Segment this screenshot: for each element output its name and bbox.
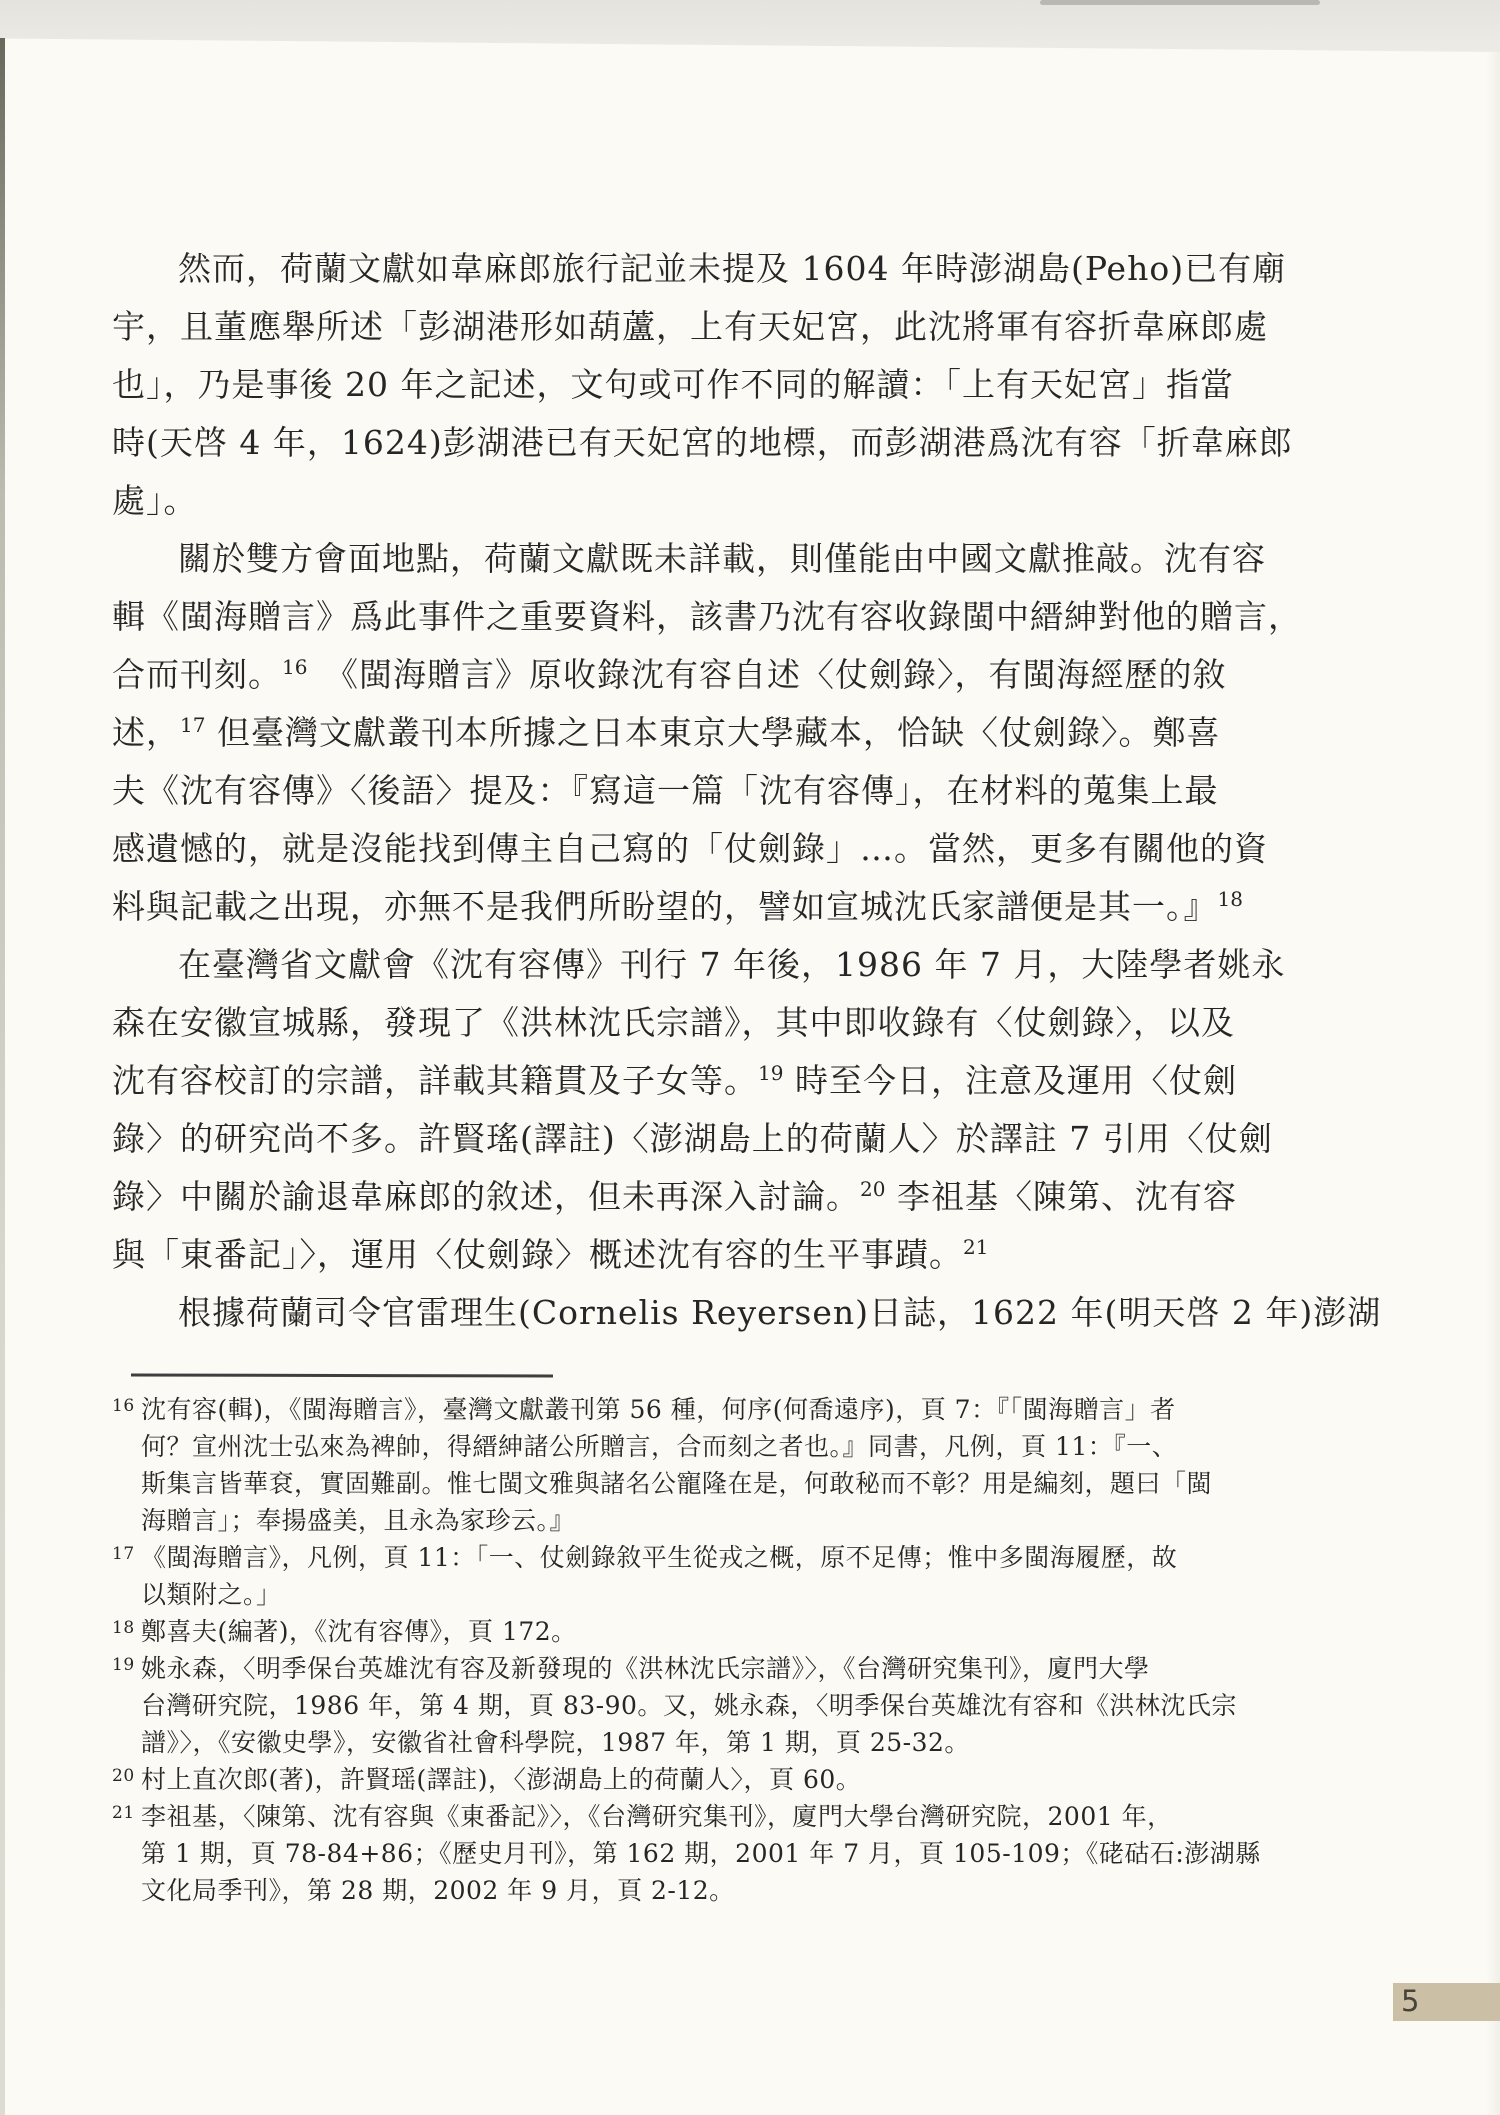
body-line: 時(天啓 4 年，1624)彭湖港已有天妃宮的地標，而彭湖港爲沈有容「折韋麻郎 — [112, 423, 1293, 462]
body-line: 與「東番記」〉，運用〈仗劍錄〉概述沈有容的生平事蹟。$^{21}$ — [112, 1235, 989, 1274]
footnote-line: 文化局季刊》，第 28 期，2002 年 9 月，頁 2-12。 — [141, 1876, 735, 1905]
footnote — [112, 1539, 1261, 1613]
body-line: 也」，乃是事後 20 年之記述，文句或可作不同的解讀：「上有天妃宮」指當 — [112, 365, 1234, 404]
footnote-ref: 18 — [1217, 887, 1243, 911]
footnote-line: 斯集言皆華袞，實固難副。惟七閩文雅與諸名公寵隆在是，何敢秘而不彰？用是編刻，題曰「閩 — [141, 1469, 1213, 1498]
footnote — [112, 1391, 1261, 1539]
footnote-ref: 21 — [963, 1235, 989, 1259]
body-line: 然而，荷蘭文獻如韋麻郎旅行記並未提及 1604 年時澎湖島(Peho)已有廟 — [178, 249, 1287, 288]
footnote-ref: 16 — [282, 655, 308, 679]
body-line: 森在安徽宣城縣，發現了《洪林沈氏宗譜》，其中即收錄有〈仗劍錄〉，以及 — [112, 1003, 1235, 1042]
footnote-number: 17 — [112, 1544, 135, 1564]
body-line: 輯《閩海贈言》爲此事件之重要資料，該書乃沈有容收錄閩中縉紳對他的贈言， — [112, 597, 1302, 636]
body-line: 合而刊刻。$^{16}$ 《閩海贈言》原收錄沈有容自述〈仗劍錄〉，有閩海經歷的敘 — [112, 655, 1227, 694]
footnote-line: 第 1 期，頁 78-84+86；《歷史月刊》，第 162 期，2001 年 7 月，頁 105-109；《硓𥑮石:澎湖縣 — [141, 1839, 1261, 1868]
body-line: 沈有容校訂的宗譜，詳載其籍貫及子女等。$^{19}$ 時至今日，注意及運用〈仗劍 — [112, 1061, 1237, 1100]
footnote-ref: 20 — [860, 1177, 886, 1201]
footnote-line: 何？宣州沈士弘來為裨帥，得縉紳諸公所贈言，合而刻之者也。』同書，凡例，頁 11：『一、 — [141, 1432, 1178, 1461]
footnote-line: 以類附之。」 — [141, 1580, 282, 1609]
footnote-ref: 19 — [758, 1061, 784, 1085]
scan-right-edge-streak — [1486, 52, 1500, 2115]
footnote-line: 鄭喜夫(編著)，《沈有容傳》，頁 172。 — [141, 1617, 577, 1646]
body-line: 處」。 — [112, 481, 198, 520]
footnote — [112, 1761, 1261, 1798]
body-line: 述，$^{17}$ 但臺灣文獻叢刊本所據之日本東京大學藏本，恰缺〈仗劍錄〉。鄭喜 — [112, 713, 1221, 752]
footnote — [112, 1650, 1261, 1761]
footnotes — [112, 1391, 1261, 1909]
footnote — [112, 1613, 1261, 1650]
page-number: 5 — [1401, 1984, 1420, 2018]
footnote-line: 村上直次郎(著)，許賢瑶(譯註)，〈澎湖島上的荷蘭人〉，頁 60。 — [141, 1765, 862, 1794]
body-line: 感遺憾的，就是沒能找到傳主自己寫的「仗劍錄」…。當然，更多有關他的資 — [112, 829, 1268, 868]
footnote-line: 《閩海贈言》，凡例，頁 11：「一、仗劍錄敘平生從戎之概，原不足傳；惟中多閩海履歷，故 — [141, 1543, 1178, 1572]
body-line: 根據荷蘭司令官雷理生(Cornelis Reyersen)日誌，1622 年(明天啓 2 年)澎湖 — [178, 1293, 1382, 1332]
body-line: 夫《沈有容傳》〈後語〉提及：『寫這一篇「沈有容傳」，在材料的蒐集上最 — [112, 771, 1219, 810]
footnote-line: 譜》〉，《安徽史學》，安徽省社會科學院，1987 年，第 1 期，頁 25-32。 — [141, 1728, 970, 1757]
footnote-separator-rule — [131, 1373, 553, 1377]
body-text — [112, 240, 1381, 1342]
body-line: 錄〉的研究尚不多。許賢瑤(譯註)〈澎湖島上的荷蘭人〉於譯註 7 引用〈仗劍 — [112, 1119, 1273, 1158]
footnote-number: 20 — [112, 1766, 135, 1786]
footnote-line: 沈有容(輯)，《閩海贈言》，臺灣文獻叢刊第 56 種，何序(何喬遠序)，頁 7：『「閩海贈言」者 — [141, 1395, 1176, 1424]
footnote-number: 16 — [112, 1396, 135, 1416]
scan-top-edge-smudge — [1040, 0, 1320, 5]
footnote-line: 姚永森，〈明季保台英雄沈有容及新發現的《洪林沈氏宗譜》〉，《台灣研究集刊》，廈門大學 — [141, 1654, 1150, 1683]
footnote-number: 19 — [112, 1655, 135, 1675]
footnote-ref: 17 — [180, 713, 206, 737]
footnote-number: 18 — [112, 1618, 135, 1638]
body-line: 在臺灣省文獻會《沈有容傳》刊行 7 年後，1986 年 7 月，大陸學者姚永 — [178, 945, 1286, 984]
body-line: 料與記載之出現，亦無不是我們所盼望的，譬如宣城沈氏家譜便是其一。』$^{18}$ — [112, 887, 1243, 926]
footnote — [112, 1798, 1261, 1909]
footnote-line: 李祖基，〈陳第、沈有容與《東番記》〉，《台灣研究集刊》，廈門大學台灣研究院，2001 年， — [141, 1802, 1173, 1831]
scan-left-edge-line — [0, 38, 5, 2115]
body-line: 關於雙方會面地點，荷蘭文獻既未詳載，則僅能由中國文獻推敲。沈有容 — [178, 539, 1266, 578]
footnote-number: 21 — [112, 1803, 135, 1823]
body-line: 宇，且董應舉所述「彭湖港形如葫蘆，上有天妃宮，此沈將軍有容折韋麻郎處 — [112, 307, 1268, 346]
page-number-block — [1393, 1983, 1500, 2021]
footnote-line: 台灣研究院，1986 年，第 4 期，頁 83-90。又，姚永森，〈明季保台英雄沈有容和《洪林沈氏宗 — [141, 1691, 1237, 1720]
scan-top-shadow-band — [0, 0, 1500, 52]
body-line: 錄〉中關於諭退韋麻郎的敘述，但未再深入討論。$^{20}$ 李祖基〈陳第、沈有容 — [112, 1177, 1237, 1216]
footnote-line: 海贈言」；奉揚盛美，且永為家珍云。』 — [141, 1506, 576, 1535]
